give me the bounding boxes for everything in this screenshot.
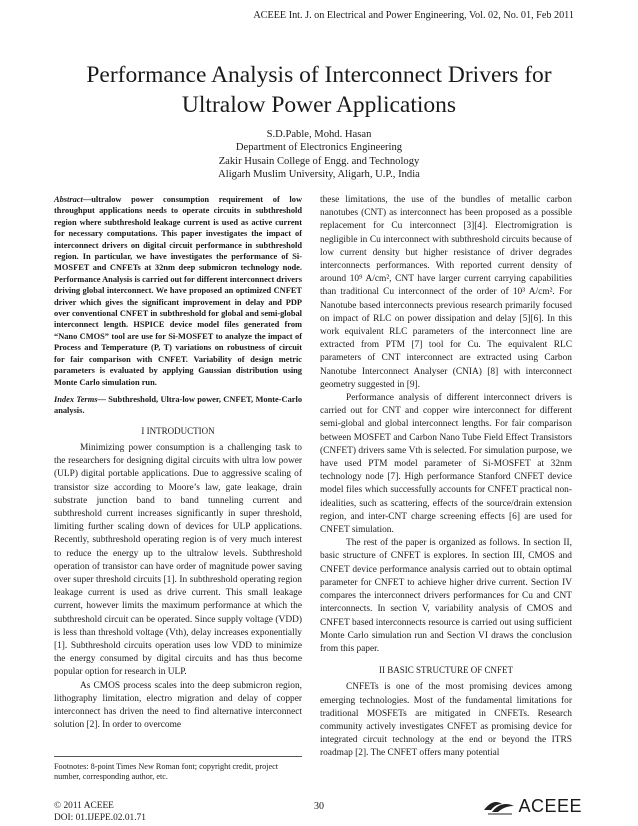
right-column bbox=[320, 194, 572, 761]
title-line-2: Ultralow Power Applications bbox=[181, 92, 457, 118]
authors: S.D.Pable, Mohd. Hasan bbox=[266, 129, 372, 140]
affiliation-department: Department of Electronics Engineering bbox=[235, 142, 403, 154]
abstract-text: —ultralow power consumption requirement of low throughput applications needs to operate circuits in subthreshold region where subthreshold leakage current is used as active current for necessary computations. This paper investigates the impact of interconnect drivers on digital circuit performance in subthreshold region. In particular, we have investigates the performance of Si-MOSFET and CNFETs at 32nm deep submicron technology node. Performance Analysis is carried out for different interconnect drivers driving global interconnect. We have proposed an optimized CNFET driver which gives the significant improvement in delay and PDP over conventional CNFET in subthreshold for global and semi-global interconnect length. HSPICE device model files generated from “Nano CMOS” tool are use for Si-MOSFET to analyze the impact of Process and Temperature (P, T) variations on robustness of circuit for fair comparison with CNFET. Variability of design metric parameters is evaluated by applying Gaussian distribution using Monte Carlo simulation run. bbox=[54, 195, 302, 387]
index-terms-text: — Subthreshold, Ultra-low power, CNFET, Monte-Carlo analysis. bbox=[54, 394, 303, 416]
doi-text: DOI: 01.IJEPE.02.01.71 bbox=[54, 813, 146, 823]
affiliation-university: Aligarh Muslim University, Aligarh, U.P., India bbox=[218, 169, 420, 181]
intro-paragraph-1: Minimizing power consumption is a challenging task to the researchers for designing digital circuits with ultra low power (ULP) digital portable applications. Due to aggressive scaling of transistor size according to Moore’s law, gate leakage, drain substrate junction band to band tunneling current and subthreshold current increases significantly in super threshold, limiting further scaling down of devices for ULP applications. Recently, subthreshold operating region is of very much interest to reduce the energy up to the ultralow levels. Subthreshold operation of transistor can have order of magnitude power saving over super threshold circuits [1]. In subthreshold operating region leakage current is used as drive current. This small leakage current, however limits the maximum performance at which the subthreshold circuit can be operated. Since supply voltage (VDD) is less than threshold voltage (Vth), delay increases exponentially [1]. Subthreshold circuits operation uses low VDD to minimize the energy consumed by digital circuits and has thus become popular option for research in ULP. bbox=[54, 442, 302, 678]
publisher-logo bbox=[482, 796, 582, 817]
journal-header: ACEEE Int. J. on Electrical and Power Engineering, Vol. 02, No. 01, Feb 2011 bbox=[253, 10, 574, 21]
title-line-1: Performance Analysis of Interconnect Drivers for bbox=[86, 62, 552, 88]
right-paragraph-3: The rest of the paper is organized as follows. In section II, basic structure of CNFET is explores. In section III, CMOS and CNFET device performance analysis carried out to obtain optimal parameter for CNFET to achieve higher drive current. Section IV compares the interconnect drivers performances for Cu and CNT interconnects. In section V, variability analysis of CMOS and CNFET based interconnects resource is carried out using sufficient Monte Carlo simulation run and Section VI draws the conclusion from this paper. bbox=[320, 538, 572, 654]
index-terms-lead: Index Terms bbox=[54, 394, 98, 404]
right-paragraph-1: these limitations, the use of the bundles of metallic carbon nanotubes (CNT) as interconnect has been proposed as a possible replacement for Cu interconnect [3][4]. Electromigration is negligible in Cu interconnect with subthreshold circuits because of low current density but higher resistance of driver degrades interconnects performances. With reported current density of around 10⁹ A/cm², CNT have larger current carrying capabilities than traditional Cu interconnect of the order of 10³ A/cm². For Nanotube based interconnects previous research primarily focused on impact of RLC on power dissipation and delay [5][6]. In this work equivalent RLC parameters of the interconnect line are extracted from PTM [7] tool for Cu. The equivalent RLC parameters of CNT interconnect are extracted using Carbon Nanotube Interconnect Analyser (CNIA) [8] with interconnect geometry suggested in [9]. bbox=[320, 195, 572, 390]
author-block bbox=[0, 128, 638, 182]
section-heading-cnfet: II BASIC STRUCTURE OF CNFET bbox=[378, 665, 513, 676]
index-terms bbox=[54, 394, 302, 417]
paper-title bbox=[0, 60, 638, 120]
right-paragraph-2: Performance analysis of different interconnect drivers is carried out for CNT and copper wire interconnect for different semi-global and global interconnect lengths. For fair comparison between MOSFET and Carbon Nano Tube Field Effect Transistors (CNFET) drivers same Vth is selected. For simulation purpose, we have used PTM model parameter of Si-MOSFET at 32nm technology node [7]. High performance Stanford CNFET device model files which successfully accounts for CNFET practical non-idealities, such as scattering, effects of the source/drain extension region, and inter-CNT charge screening effects [6] are used for CNFET simulation. bbox=[320, 393, 572, 536]
copyright-text: © 2011 ACEEE bbox=[54, 801, 114, 811]
logo-text: ACEEE bbox=[518, 796, 582, 816]
right-paragraph-4: CNFETs is one of the most promising devices among emerging technologies. Most of the fundamental limitations for traditional MOSFETs are mitigated in CNFETs. Research community actively investigates CNFET as promising device for integrated circuit technology at the end or beyond the ITRS roadmap [2]. The CNFET offers many potential bbox=[320, 682, 572, 759]
aceee-bird-logo-icon bbox=[482, 798, 516, 816]
left-column bbox=[54, 194, 302, 732]
section-heading-introduction: I INTRODUCTION bbox=[141, 425, 215, 436]
page-number: 30 bbox=[314, 801, 324, 812]
intro-paragraph-2: As CMOS process scales into the deep submicron region, lithography limitation, electro migration and delay of copper interconnect has driven the need to find alternative interconnect solution [2]. In order to overcome bbox=[54, 680, 302, 731]
footnote-divider bbox=[54, 756, 302, 757]
affiliation-college: Zakir Husain College of Engg. and Technology bbox=[218, 155, 420, 167]
abstract bbox=[54, 194, 302, 388]
footnote: Footnotes: 8-point Times New Roman font; copyright credit, project number, corresponding author, etc. bbox=[54, 762, 278, 782]
abstract-lead: Abstract bbox=[54, 195, 83, 204]
